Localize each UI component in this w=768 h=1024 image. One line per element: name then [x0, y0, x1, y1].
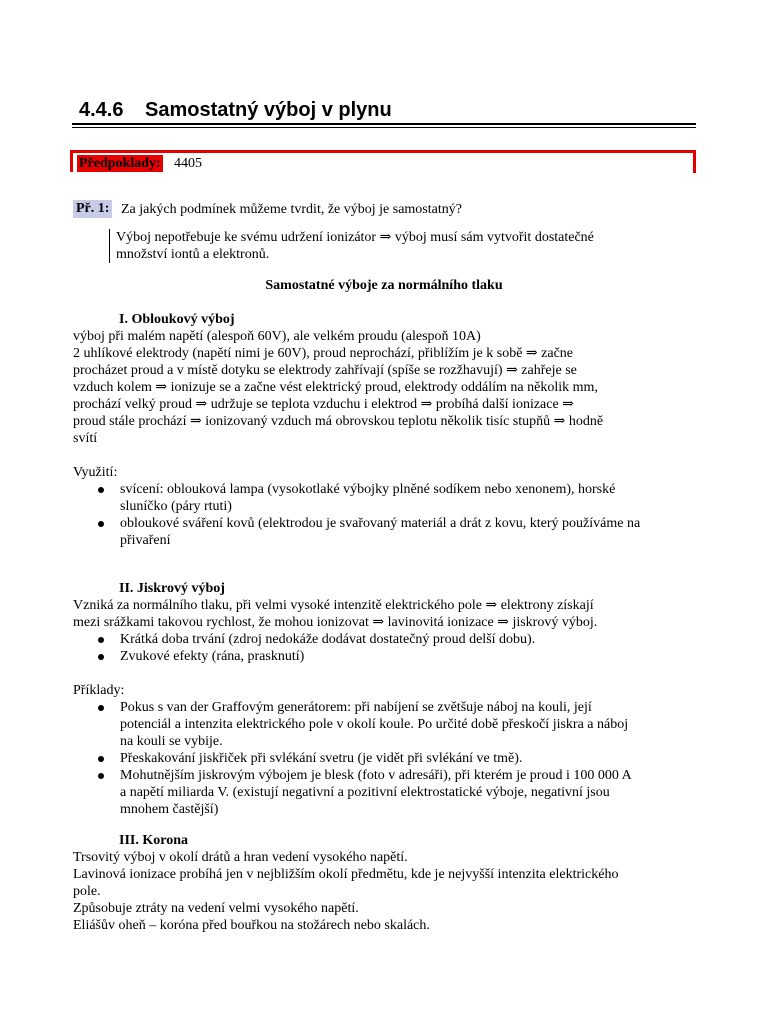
corona-discharge-title: III. Korona — [119, 833, 188, 848]
corona-text-line: Lavinová ionizace probíhá jen v nejbližším okolí předmětu, kde je nejvyšší intenzita elektrického — [73, 867, 619, 882]
arc-text-line: prochází velký proud ⇒ udržuje se teplota vzduchu i elektrod ⇒ probíhá další ionizace ⇒ — [73, 397, 574, 412]
answer-margin-bar — [109, 229, 110, 263]
spark-property: Krátká doba trvání (zdroj nedokáže dodávat dostatečný proud delší dobu). — [120, 632, 536, 647]
spark-property: Zvukové efekty (rána, prasknutí) — [120, 649, 305, 664]
answer-line: Výboj nepotřebuje ke svému udržení ionizátor ⇒ výboj musí sám vytvořit dostatečné — [116, 230, 594, 245]
heading-title: Samostatný výboj v plynu — [145, 99, 392, 121]
bullet-icon — [98, 773, 104, 779]
spark-text-line: Vzniká za normálního tlaku, při velmi vysoké intenzitě elektrického pole ⇒ elektrony získají — [73, 598, 594, 613]
spark-example: Přeskakování jiskřiček při svlékání svetru (je vidět při svlékání ve tmě). — [120, 751, 523, 766]
bullet-icon — [98, 705, 104, 711]
bullet-icon — [98, 654, 104, 660]
arc-discharge-title: I. Obloukový výboj — [119, 312, 235, 327]
spark-example: mnohem častější) — [120, 802, 219, 817]
example-label: Př. 1: — [73, 200, 112, 218]
corona-text-line: Způsobuje ztráty na vedení velmi vysokého napětí. — [73, 901, 359, 916]
prerequisites-frame-left — [70, 150, 73, 172]
prerequisites-value: 4405 — [174, 156, 202, 171]
heading-rule-thin — [72, 127, 696, 128]
spark-examples-label: Příklady: — [73, 683, 125, 698]
arc-text-line: výboj při malém napětí (alespoň 60V), ale velkém proudu (alespoň 10A) — [73, 329, 481, 344]
section-heading — [79, 98, 392, 122]
usage-item: obloukové sváření kovů (elektrodou je svařovaný materiál a drát z kovu, který používáme na — [120, 516, 641, 531]
heading-number: 4.4.6 — [79, 99, 124, 121]
arc-usage-label: Využití: — [73, 465, 118, 480]
section-subtitle: Samostatné výboje za normálního tlaku — [265, 278, 503, 293]
corona-text-line: Eliášův oheň – koróna před bouřkou na stožárech nebo skalách. — [73, 918, 430, 933]
example-question: Za jakých podmínek můžeme tvrdit, že výboj je samostatný? — [121, 202, 462, 217]
spark-text-line: mezi srážkami takovou rychlost, že mohou ionizovat ⇒ lavinovitá ionizace ⇒ jiskrový výboj. — [73, 615, 598, 630]
spark-example: Mohutnějším jiskrovým výbojem je blesk (foto v adresáři), při kterém je proud i 100 000 A — [120, 768, 632, 783]
arc-text-line: vzduch kolem ⇒ ionizuje se a začne vést elektrický proud, elektrody oddálím na několik mm, — [73, 380, 598, 395]
bullet-icon — [98, 637, 104, 643]
corona-text-line: Trsovitý výboj v okolí drátů a hran vedení vysokého napětí. — [73, 850, 408, 865]
usage-item: přivaření — [120, 533, 171, 548]
bullet-icon — [98, 487, 104, 493]
arc-text-line: svítí — [73, 431, 98, 446]
spark-example: potenciál a intenzita elektrického pole v okolí koule. Po určité době přeskočí jiskra a náboj — [120, 717, 629, 732]
arc-text-line: 2 uhlíkové elektrody (napětí nimi je 60V), proud neprochází, přiblížím je k sobě ⇒ začne — [73, 346, 574, 361]
prerequisites-frame — [70, 150, 696, 173]
prerequisites-label: Předpoklady: — [79, 156, 161, 171]
spark-example: a napětí miliarda V. (existují negativní a pozitivní elektrostatické výboje, negativní jsou — [120, 785, 610, 800]
arc-text-line: proud stále prochází ⇒ ionizovaný vzduch má obrovskou teplotu několik tisíc stupňů ⇒ hodně — [73, 414, 604, 429]
spark-example: na kouli se vybije. — [120, 734, 223, 749]
usage-item: sluníčko (páry rtuti) — [120, 499, 232, 514]
bullet-icon — [98, 756, 104, 762]
arc-text-line: procházet proud a v místě dotyku se elektrody zahřívají (spíše se rozžhavují) ⇒ zahřeje se — [73, 363, 577, 378]
heading-rule-thick — [72, 123, 696, 125]
spark-example: Pokus s van der Graffovým generátorem: při nabíjení se zvětšuje náboj na kouli, její — [120, 700, 592, 715]
answer-line: množství iontů a elektronů. — [116, 247, 270, 262]
spark-discharge-title: II. Jiskrový výboj — [119, 581, 225, 596]
example-answer — [116, 229, 696, 263]
bullet-icon — [98, 521, 104, 527]
corona-text-line: pole. — [73, 884, 101, 899]
usage-item: svícení: oblouková lampa (vysokotlaké výbojky plněné sodíkem nebo xenonem), horské — [120, 482, 616, 497]
